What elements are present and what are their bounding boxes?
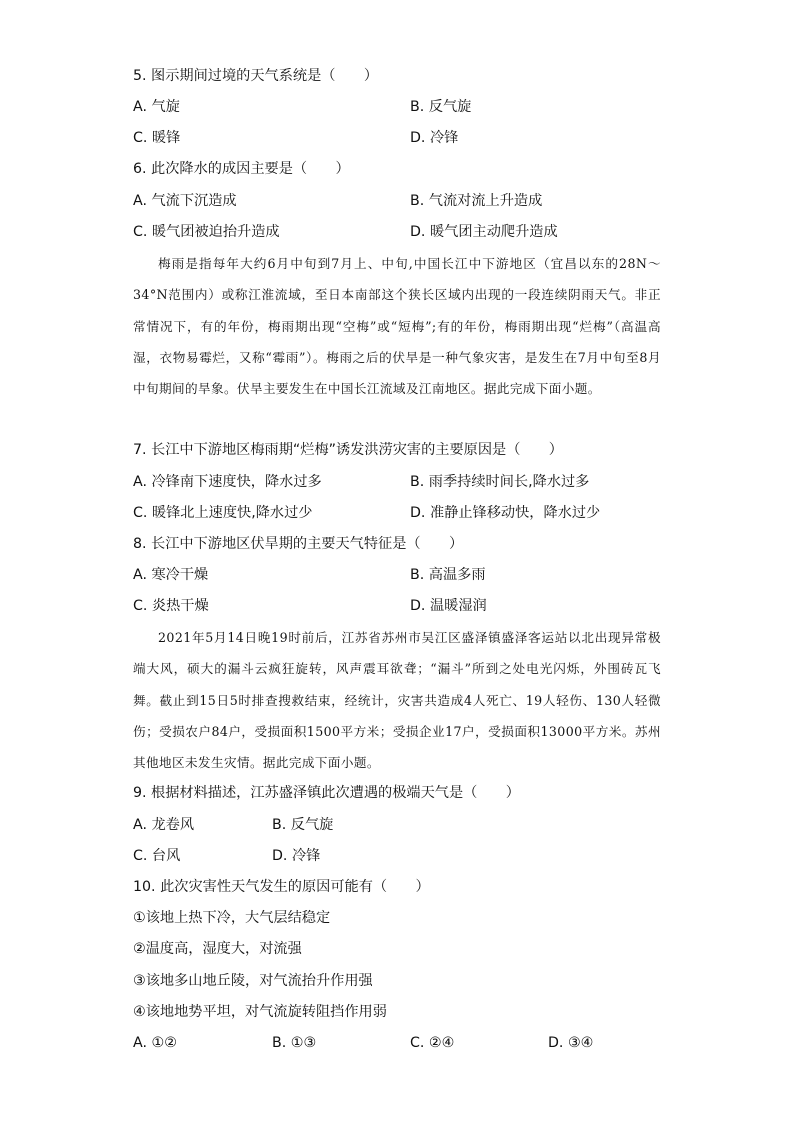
material-meiyu-paragraph: 梅雨是指每年大约6月中旬到7月上、中旬,中国长江中下游地区（宜昌以东的28N～34°N范围内）或称江淮流域，至日本南部这个狭长区域内出现的一段连续阴雨天气。非正常情况下，有的年份，梅雨期出现“空梅”或“短梅”;有的年份，梅雨期出现“烂梅”（高温高湿，衣物易霉烂，又称“霉雨”）。梅雨之后的伏旱是一种气象灾害，是发生在7月中旬至8月中旬期间的旱象。伏旱主要发生在中国长江流域及江南地区。据此完成下面小题。 xyxy=(133,256,661,397)
q10-option-a: A. ①② xyxy=(133,1035,177,1051)
question-6-stem: 6. 此次降水的成因主要是（ ） xyxy=(133,161,350,177)
q10-option-d: D. ③④ xyxy=(548,1035,594,1051)
q10-statement-2: ②温度高，湿度大，对流强 xyxy=(133,941,302,957)
q10-statement-1: ①该地上热下冷，大气层结稳定 xyxy=(133,910,331,926)
q5-option-d: D. 冷锋 xyxy=(410,130,459,146)
q10-statement-4: ④该地地势平坦，对气流旋转阻挡作用弱 xyxy=(133,1004,387,1020)
q7-option-d: D. 准静止锋移动快，降水过少 xyxy=(410,505,601,521)
q7-option-b: B. 雨季持续时间长,降水过多 xyxy=(410,474,590,490)
q10-option-c: C. ②④ xyxy=(410,1035,455,1051)
q8-option-b: B. 高温多雨 xyxy=(410,567,486,583)
q9-option-d: D. 冷锋 xyxy=(272,848,321,864)
q8-option-c: C. 炎热干燥 xyxy=(133,598,209,614)
q6-option-c: C. 暖气团被迫抬升造成 xyxy=(133,224,280,240)
q10-statement-3: ③该地多山地丘陵，对气流抬升作用强 xyxy=(133,973,373,989)
question-8-stem: 8. 长江中下游地区伏旱期的主要天气特征是（ ） xyxy=(133,536,464,552)
q8-option-a: A. 寒冷干燥 xyxy=(133,567,209,583)
q7-option-c: C. 暖锋北上速度快,降水过少 xyxy=(133,505,313,521)
question-5-stem: 5. 图示期间过境的天气系统是（ ） xyxy=(133,68,379,84)
material-tornado-paragraph: 2021年5月14日晚19时前后，江苏省苏州市吴江区盛泽镇盛泽客运站以北出现异常极端大风，硕大的漏斗云疯狂旋转，风声震耳欲聋；“漏斗”所到之处电光闪烁，外围砖瓦飞舞。截止到15日5时排查搜救结束，经统计，灾害共造成4人死亡、19人轻伤、130人轻微伤；受损农户84户，受损面积1500平方米；受损企业17户，受损面积13000平方米。苏州其他地区未发生灾情。据此完成下面小题。 xyxy=(133,630,661,771)
q5-option-a: A. 气旋 xyxy=(133,99,180,115)
q6-option-d: D. 暖气团主动爬升造成 xyxy=(410,224,558,240)
q9-option-c: C. 台风 xyxy=(133,848,181,864)
question-7-stem: 7. 长江中下游地区梅雨期“烂梅”诱发洪涝灾害的主要原因是（ ） xyxy=(133,442,563,458)
question-9-stem: 9. 根据材料描述，江苏盛泽镇此次遭遇的极端天气是（ ） xyxy=(133,785,520,801)
q5-option-c: C. 暖锋 xyxy=(133,130,181,146)
q7-option-a: A. 冷锋南下速度快，降水过多 xyxy=(133,474,322,490)
q6-option-a: A. 气流下沉造成 xyxy=(133,193,237,209)
q6-option-b: B. 气流对流上升造成 xyxy=(410,193,543,209)
q8-option-d: D. 温暖湿润 xyxy=(410,598,487,614)
q5-option-b: B. 反气旋 xyxy=(410,99,472,115)
q9-option-b: B. 反气旋 xyxy=(272,817,334,833)
q10-option-b: B. ①③ xyxy=(272,1035,317,1051)
question-10-stem: 10. 此次灾害性天气发生的原因可能有（ ） xyxy=(133,879,430,895)
q9-option-a: A. 龙卷风 xyxy=(133,817,195,833)
